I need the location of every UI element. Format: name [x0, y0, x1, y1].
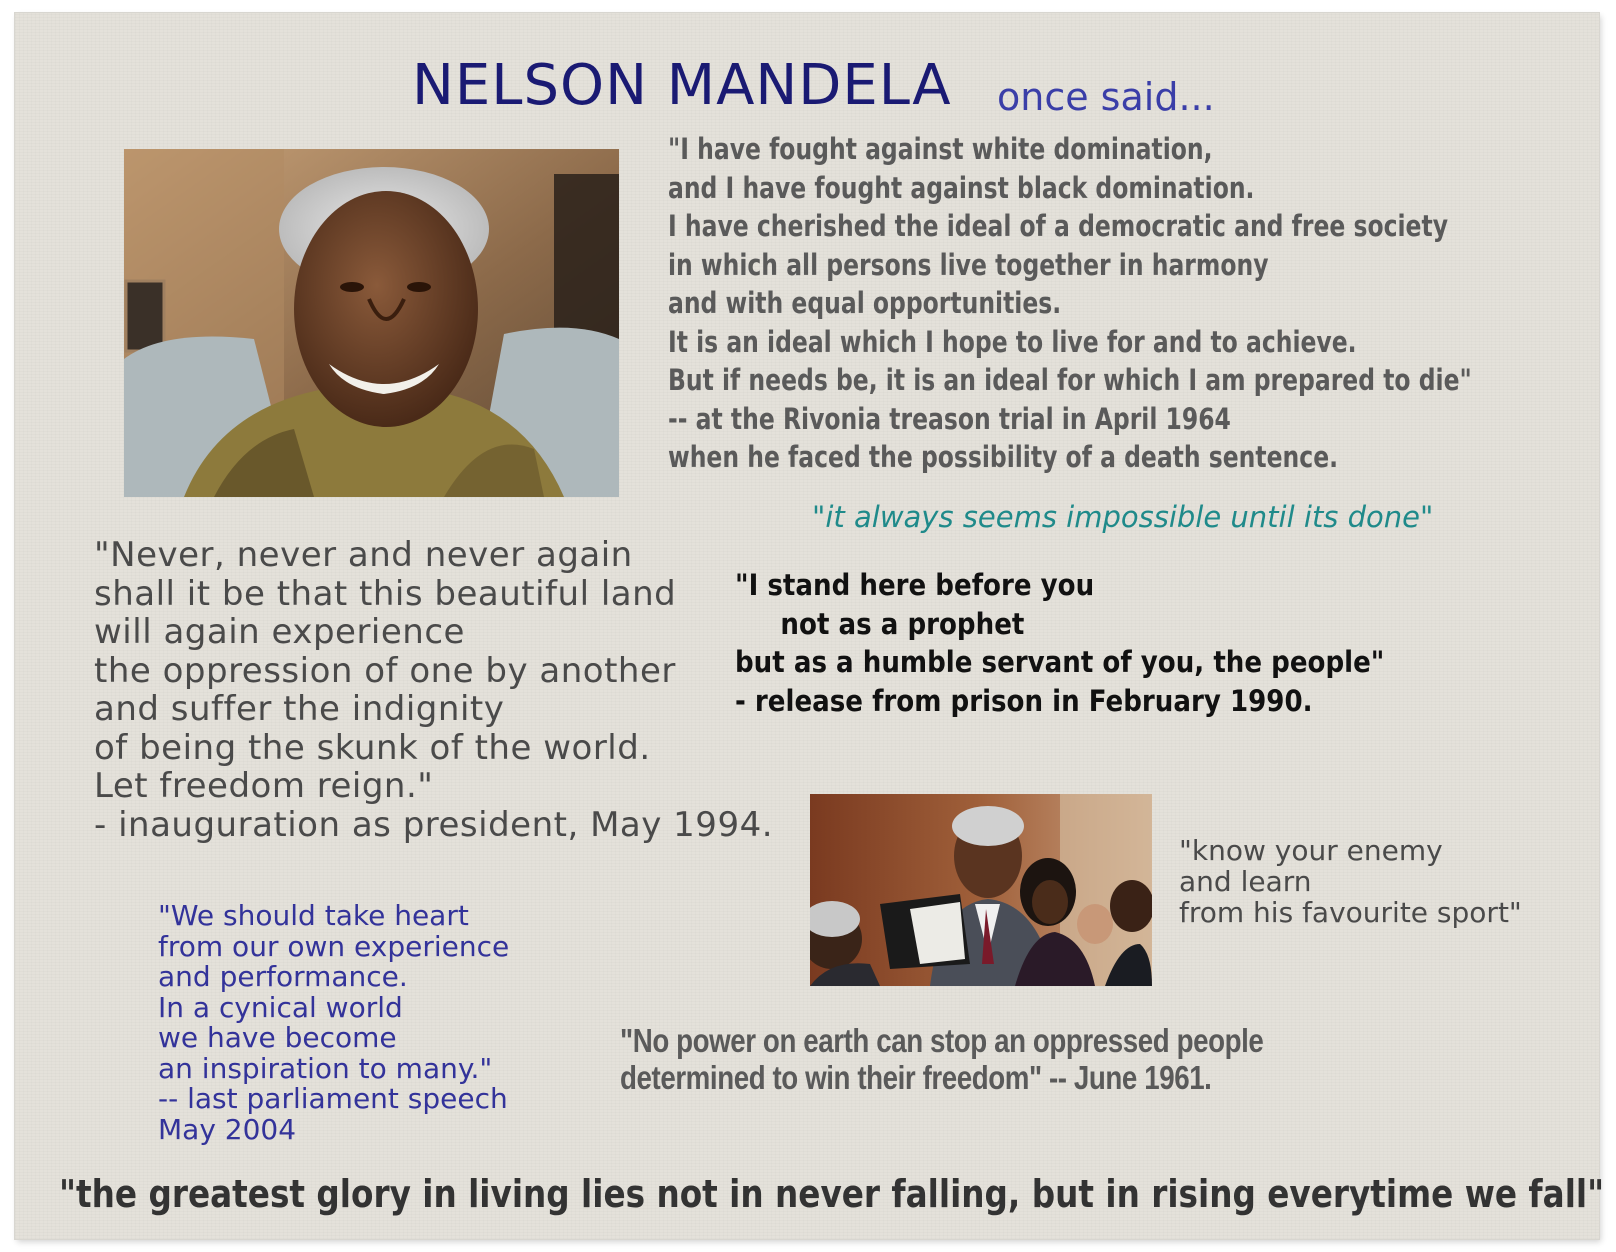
page-title: NELSON MANDELA — [412, 53, 952, 118]
no-power-quote: "No power on earth can stop an oppressed people determined to win their freedom" -- June 1961. — [620, 1022, 1264, 1096]
impossible-quote: "it always seems impossible until its done" — [812, 500, 1434, 534]
portrait-photo — [124, 149, 619, 497]
quote-poster — [15, 13, 1605, 1239]
page-subtitle: once said... — [997, 75, 1215, 119]
rivonia-quote: "I have fought against white domination, and I have fought against black domination. I have cherished the ideal of a democratic and free society in which all persons live together in harmony and with equal opportunities. It is an ideal which I hope to live for and to achieve. But if needs be, it is an ideal for which I am prepared to die" -- at the Rivonia treason trial in April 1964 when he faced the possibility of a death sentence. — [668, 132, 1472, 474]
parliament-quote: "We should take heart from our own experience and performance. In a cynical world we have become an inspiration to many." -- last parliament speech May 2004 — [158, 899, 510, 1146]
crowd-photo — [810, 794, 1152, 986]
enemy-quote: "know your enemy and learn from his favourite sport" — [1179, 834, 1522, 929]
prison-release-quote: "I stand here before you not as a prophet but as a humble servant of you, the people" - release from prison in February 1990. — [735, 568, 1385, 718]
inauguration-quote: "Never, never and never again shall it be that this beautiful land will again experience the oppression of one by another and suffer the indignity of being the skunk of the world. Let freedom reign." - inauguration as president, May 1994. — [94, 535, 774, 845]
glory-quote: "the greatest glory in living lies not in never falling, but in rising everytime we fall" — [59, 1172, 1605, 1216]
